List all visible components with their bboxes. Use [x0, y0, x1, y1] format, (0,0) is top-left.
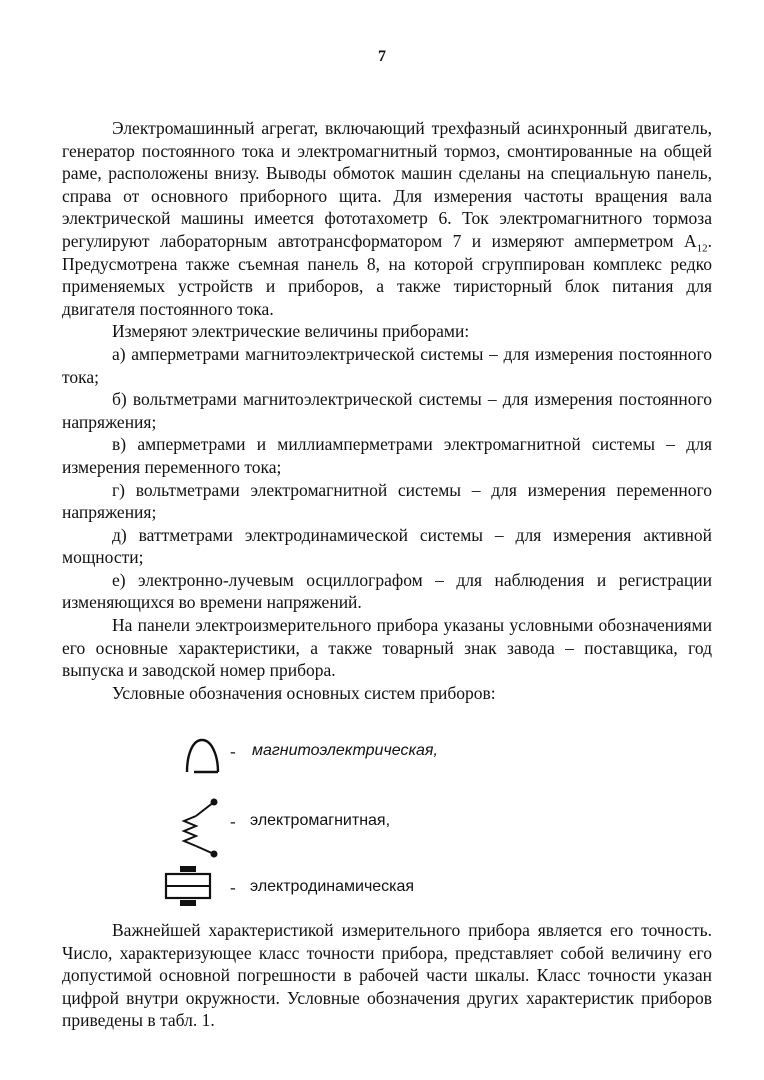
list-item-a: а) амперметрами магнитоэлектрической системы – для измерения постоянного тока;: [62, 343, 712, 387]
legend-dash: -: [230, 878, 236, 897]
paragraph-equipment-text: Электромашинный агрегат, включающий трехфазный асинхронный двигатель, генератор постоянного тока и электромагнитный тормоз, смонтированные на общей раме, расположены внизу. Выводы обмоток машин сделаны на специальную панель, справа от основного приборного щита. Для измерения частоты вращения вала электрической машины имеется фототахометр 6. Ток электромагнитного тормоза регулируют лабораторным автотрансформатором 7 и измеряют амперметром A: [62, 118, 712, 251]
legend-row-electrodynamic: [0, 860, 764, 920]
paragraph-equipment: [62, 117, 712, 320]
list-item-g: г) вольтметрами электромагнитной системы – для измерения переменного напряжения;: [62, 479, 712, 523]
legend-row-electromagnetic: [0, 790, 764, 850]
list-item-d: д) ваттметрами электродинамической системы – для измерения активной мощности;: [62, 524, 712, 568]
list-item-b: б) вольтметрами магнитоэлектрической системы – для измерения постоянного напряжения;: [62, 389, 712, 432]
paragraph-accuracy: Важнейшей характеристикой измерительного прибора является его точность. Число, характеризующее класс точности прибора, представляет собой величину его допустимой основной погрешности в рабочей части шкалы. Класс точности указан цифрой внутри окружности. Условные обозначения других характеристик приборов приведены в табл. 1.: [62, 920, 712, 1031]
legend-label-electromagnetic: электромагнитная,: [250, 812, 391, 829]
paragraph-legend-intro: Условные обозначения основных систем приборов:: [112, 682, 496, 703]
paragraph-equipment-tail: . Предусмотрена также съемная панель 8, на которой сгруппирован комплекс редко применяемых устройств и приборов, а также тиристорный блок питания для двигателя постоянного тока.: [62, 230, 712, 319]
legend-dash: -: [230, 742, 236, 761]
magnetoelectric-symbol-icon: [182, 734, 224, 776]
paragraph-measurement-intro: Измеряют электрические величины приборами:: [112, 321, 470, 342]
body-text: [62, 117, 712, 704]
ammeter-subscript: 12: [696, 242, 708, 255]
legend-label-electrodynamic: электродинамическая: [250, 878, 415, 895]
legend-row-magnetoelectric: [0, 728, 764, 788]
legend-dash: -: [230, 812, 236, 831]
list-item-e: е) электронно-лучевым осциллографом – для наблюдения и регистрации изменяющихся во времени напряжений.: [62, 569, 712, 613]
list-item-v: в) амперметрами и миллиамперметрами электромагнитной системы – для измерения переменного тока;: [62, 434, 712, 477]
paragraph-panel: На панели электроизмерительного прибора указаны условными обозначениями его основные характеристики, а также товарный знак завода – поставщика, год выпуска и заводской номер прибора.: [62, 615, 712, 681]
page-number: 7: [378, 48, 386, 65]
electrodynamic-symbol-icon: [162, 864, 218, 908]
electromagnetic-symbol-icon: [178, 794, 224, 860]
legend-label-magnetoelectric: магнитоэлектрическая,: [252, 742, 438, 759]
body-text-bottom: [62, 919, 712, 1032]
